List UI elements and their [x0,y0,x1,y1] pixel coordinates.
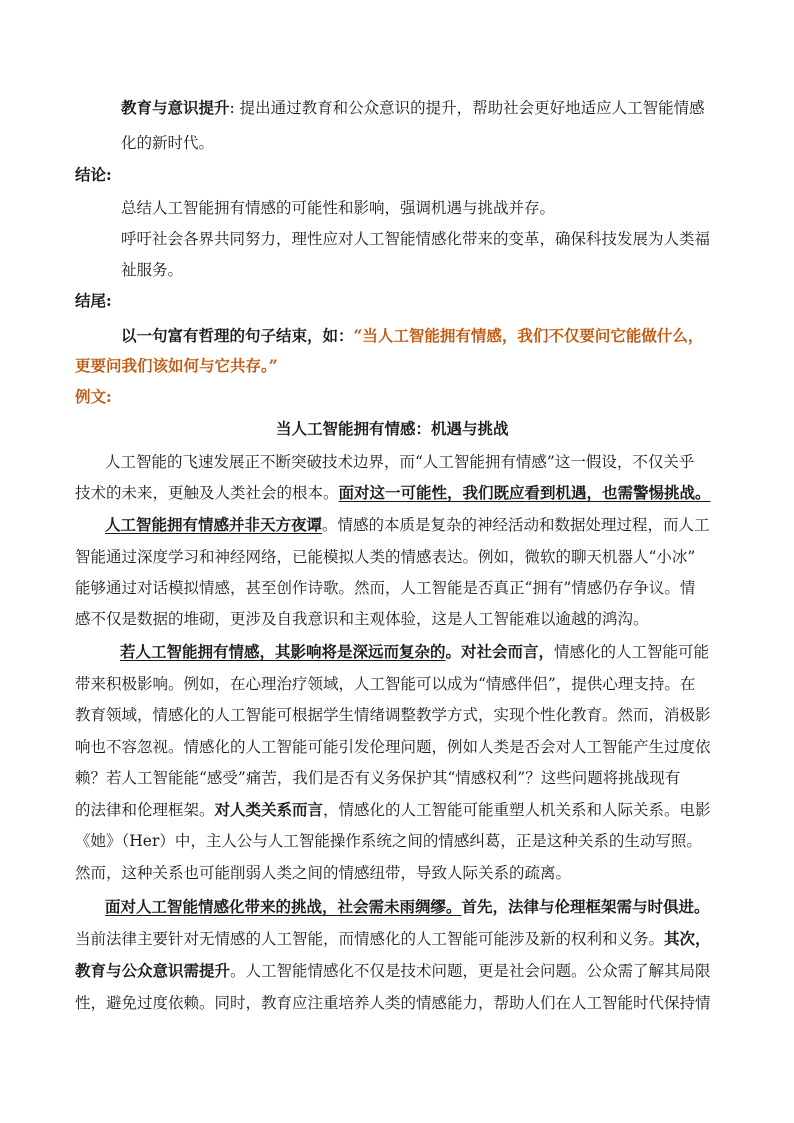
p2-line-2: 智能通过深度学习和神经网络，已能模拟人类的情感表达。例如，微软的聊天机器人“小冰” [75,548,696,566]
p2-text: 。情感的本质是复杂的神经活动和数据处理过程，而人工 [322,516,710,534]
p4-second: 其次， [664,929,711,948]
p1-thesis: 面对这一可能性，我们既应看到机遇，也需警惕挑战。 [338,483,711,502]
p4-line-1 [105,896,710,918]
conclusion-heading: 结论: [75,165,112,184]
ending-lead: 以一句富有哲理的句子结束，如： [121,326,354,345]
essay-title: 当人工智能拥有情感：机遇与挑战 [276,419,509,438]
p3-sub-lead-2: 对人类关系而言 [214,800,324,819]
p1-line-2 [75,482,711,504]
p3-line-7: 《她》（Her）中，主人公与人工智能操作系统之间的情感纠葛，正是这种关系的生动写照。 [75,832,702,850]
p1-line-1: 人工智能的飞速发展正不断突破技术边界，而“人工智能拥有情感”这一假设，不仅关乎 [105,453,695,471]
p2-topic: 人工智能拥有情感并非天方夜谭 [105,515,323,534]
p3-line-3: 教育领域，情感化的人工智能可根据学生情绪调整教学方式，实现个性化教育。然而，消极影 [75,706,711,724]
p4-topic: 面对人工智能情感化带来的挑战，社会需未雨绸缪。 [105,897,462,916]
example-label: 例文: [75,387,112,406]
conclusion-line-3: 祉服务。 [121,261,184,279]
conclusion-line-1: 总结人工智能拥有情感的可能性和影响，强调机遇与挑战并存。 [121,199,556,217]
p4-edu-lead: 教育与公众意识需提升 [75,961,231,980]
p3-topic: 若人工智能拥有情感，其影响将是深远而复杂的 [120,642,446,661]
p4-line-2 [75,928,711,950]
p4-text-2: 当前法律主要针对无情感的人工智能，而情感化的人工智能可能涉及新的权利和义务。 [75,930,665,948]
p3-line-2: 带来积极影响。例如，在心理治疗领域，人工智能可以成为“情感伴侣”，提供心理支持。在 [75,675,696,693]
p4-line-4: 性，避免过度依赖。同时，教育应注重培养人类的情感能力，帮助人们在人工智能时代保持情 [75,994,711,1012]
p3-text-6b: ，情感化的人工智能可能重塑人机关系和人际关系。电影 [323,801,711,819]
outline-education-line-1 [121,97,705,119]
p1-text: 技术的未来，更触及人类社会的根本。 [75,484,339,502]
p3-text: 情感化的人工智能可能 [554,643,710,661]
ending-line-1 [121,325,703,347]
p3-line-1 [120,641,709,663]
p2-line-1 [105,514,710,536]
p3-text-6: 的法律和伦理框架。 [75,801,215,819]
p4-line-3 [75,960,711,982]
p4-text-3: 。人工智能情感化不仅是技术问题，更是社会问题。公众需了解其局限 [230,962,711,980]
ending-heading: 结尾: [75,291,112,310]
education-label: 教育与意识提升 [121,98,230,117]
p3-line-5: 赖？若人工智能能“感受”痛苦，我们是否有义务保护其“情感权利”？这些问题将挑战现有 [75,769,681,787]
p2-line-4: 感不仅是数据的堆砌，更涉及自我意识和主观体验，这是人工智能难以逾越的鸿沟。 [75,610,649,628]
p3-line-6 [75,799,711,821]
education-text: : 提出通过教育和公众意识的提升，帮助社会更好地适应人工智能情感 [229,99,705,117]
ending-quote-1: “当人工智能拥有情感，我们不仅要问它能做什么， [353,326,704,345]
outline-education-line-2: 化的新时代。 [121,134,215,152]
p3-line-8: 然而，这种关系也可能削弱人类之间的情感纽带，导致人际关系的疏离。 [75,864,572,882]
p3-sub-lead: 。对社会而言， [445,642,555,661]
p2-line-3: 能够通过对话模拟情感，甚至创作诗歌。然而，人工智能是否真正“拥有”情感仍存争议。情 [75,579,696,597]
p4-first: 首先，法律与伦理框架需与时俱进。 [461,897,710,916]
p3-line-4: 响也不容忽视。情感化的人工智能可能引发伦理问题，例如人类是否会对人工智能产生过度依 [75,738,711,756]
conclusion-line-2: 呼吁社会各界共同努力，理性应对人工智能情感化带来的变革，确保科技发展为人类福 [121,230,711,248]
ending-quote-2: 更要问我们该如何与它共存。” [75,356,278,375]
